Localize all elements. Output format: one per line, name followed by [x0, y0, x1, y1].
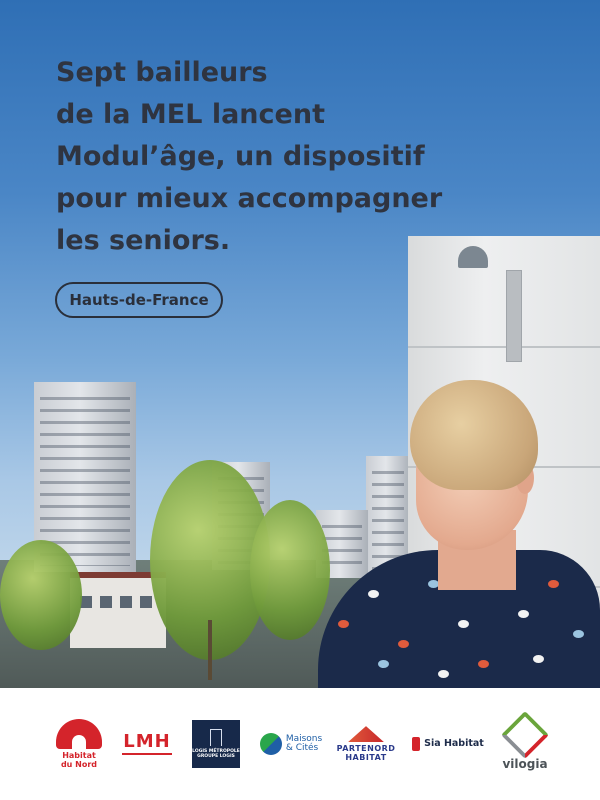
window	[120, 596, 132, 608]
logo-vilogia	[496, 688, 554, 800]
headline-line: Modul’âge, un dispositif	[56, 141, 425, 172]
tower-windows	[40, 388, 130, 566]
headline-line: Sept bailleurs	[56, 57, 268, 88]
flower-dot	[378, 660, 389, 668]
logo-label-line: Maisons	[285, 733, 323, 744]
habitat-du-nord-icon	[56, 719, 102, 749]
senior-woman	[318, 380, 600, 688]
rooftop-pipe	[506, 270, 522, 362]
flower-dot	[533, 655, 544, 663]
sia-icon	[412, 737, 420, 751]
headline-line: pour mieux accompagner	[56, 183, 443, 214]
flower-dot	[458, 620, 469, 628]
vilogia-house-icon	[501, 711, 549, 759]
tree-trunk	[208, 620, 212, 680]
logo-label-line: & Cités	[285, 743, 319, 753]
logis-metropole-badge	[192, 720, 240, 768]
flower-dot	[518, 610, 529, 618]
logo-label	[61, 752, 97, 769]
region-tag[interactable]: Hauts-de-France	[55, 282, 223, 318]
building-seam	[408, 346, 600, 348]
lmh-underline	[122, 753, 172, 755]
maisons-cites-icon	[260, 733, 282, 755]
logo-sia-habitat	[412, 688, 484, 800]
roof-icon	[348, 726, 384, 742]
flower-dot	[573, 630, 584, 638]
window	[140, 596, 152, 608]
logo-logis-metropole	[191, 688, 241, 800]
flower-dot	[368, 590, 379, 598]
flower-dot	[438, 670, 449, 678]
logo-lmh	[118, 688, 176, 800]
logo-partenord-habitat	[334, 688, 398, 800]
flower-dot	[398, 640, 409, 648]
logo-label: LMH	[123, 730, 171, 752]
window	[100, 596, 112, 608]
logo-label	[337, 745, 396, 762]
logo-label-line: GROUPE LOGIS	[197, 753, 235, 759]
headline-line: de la MEL lancent	[56, 99, 325, 130]
logo-habitat-du-nord	[50, 688, 108, 800]
headline	[56, 52, 476, 262]
logo-maisons-cites	[256, 688, 326, 800]
logo-label-line: Habitat	[62, 751, 96, 761]
logo-label: vilogia	[502, 756, 548, 771]
headline-line: les seniors.	[56, 225, 231, 256]
logo-label-line: du Nord	[60, 759, 98, 769]
logo-label: Sia Habitat	[424, 738, 484, 750]
flower-dot	[338, 620, 349, 628]
logo-label	[286, 735, 322, 754]
flower-dot	[478, 660, 489, 668]
logo-label-line: PARTENORD	[336, 744, 396, 754]
tree	[0, 540, 82, 650]
logo-label-line: LOGIS MÉTROPOLE	[192, 748, 240, 754]
flower-dot	[548, 580, 559, 588]
partner-logo-bar	[0, 688, 600, 800]
building-icon	[210, 729, 222, 746]
hair	[410, 380, 538, 490]
logo-label-line: HABITAT	[345, 752, 387, 762]
